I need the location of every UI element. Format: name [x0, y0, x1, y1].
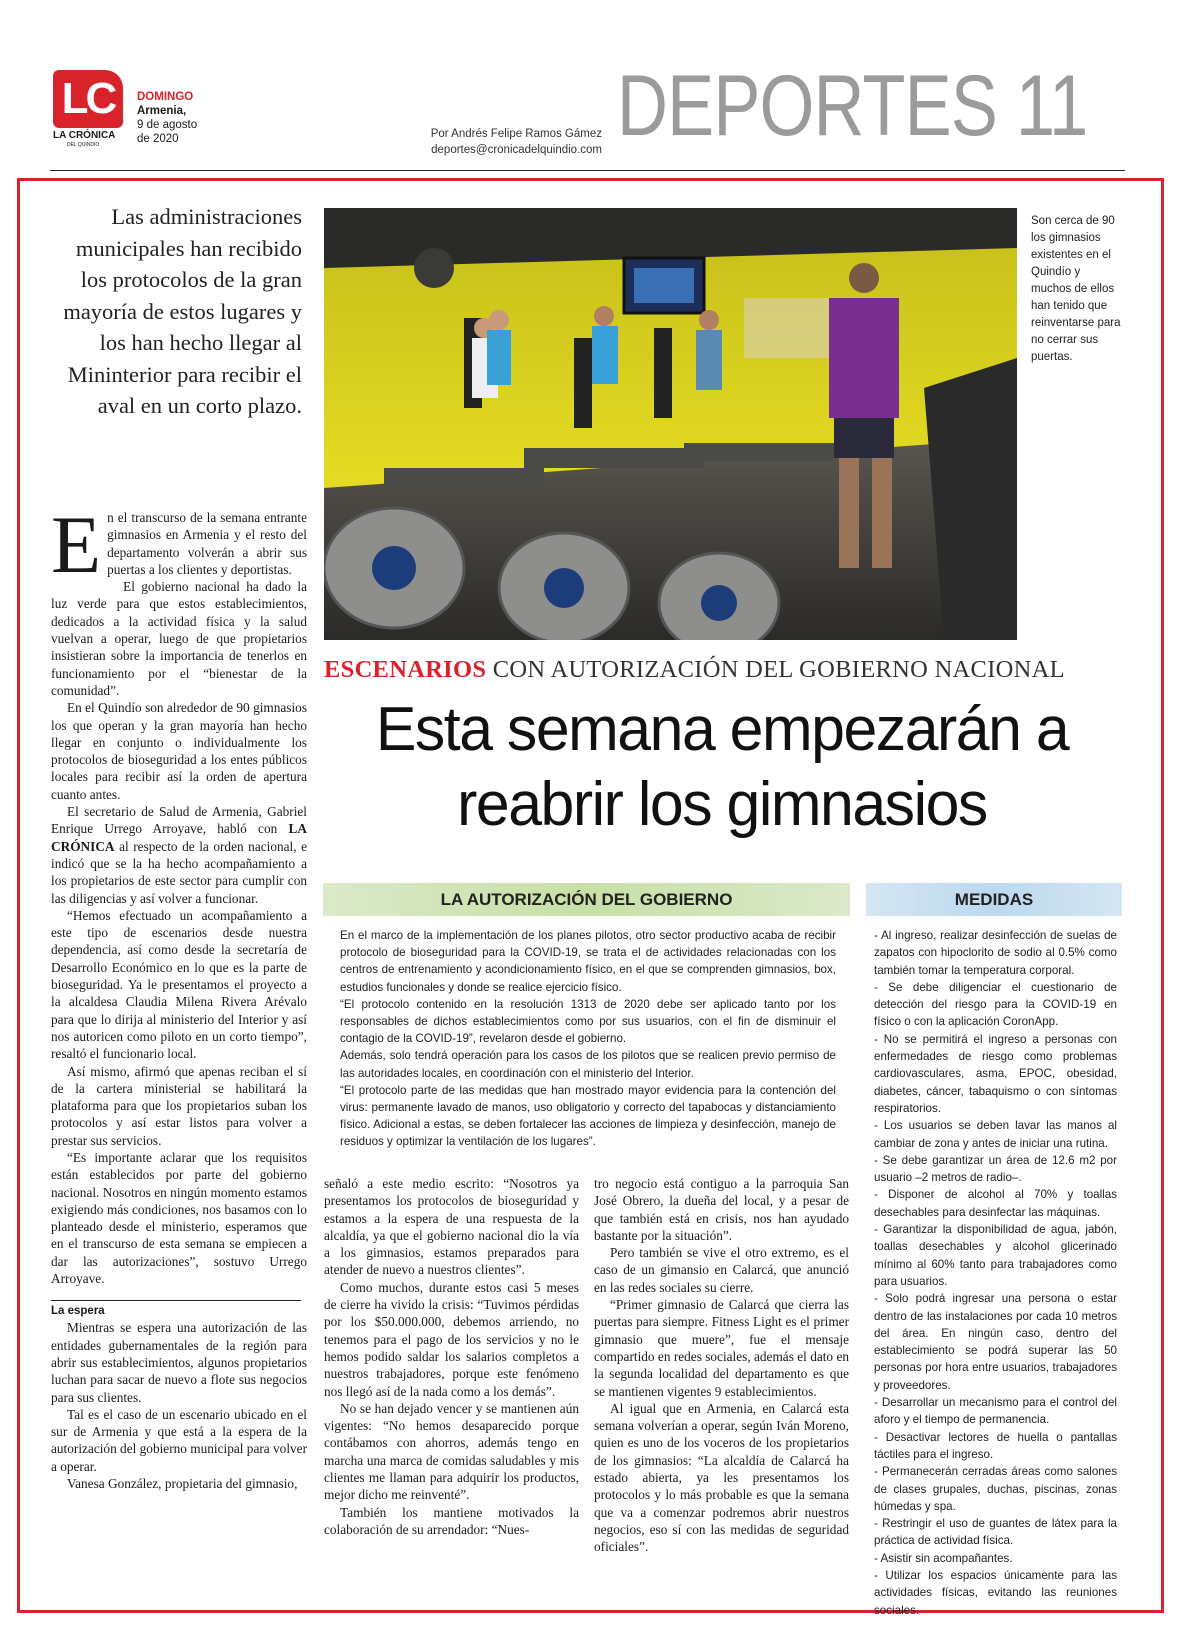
measures-box [874, 927, 1117, 1619]
weekday: DOMINGO [137, 91, 194, 103]
authorization-paragraph: “El protocolo parte de las medidas que han mostrado mayor evidencia para la contención del virus: permanente lavado de manos, uso obligatorio y correcto del tapabocas y distanciamiento físico. Adicional a estas, se deben fortalecer las acciones de limpieza y desinfección, manejo de residuos y optimizar la ventilación de los lugares”. [340, 1083, 836, 1149]
masthead-divider [50, 170, 1125, 171]
body-paragraph: Al igual que en Armenia, en Calarcá esta semana volverían a operar, según Iván Moreno, quien es uno de los voceros de los propietarios de los gimnasios: “La alcaldía de Calarcá ha estado abierta, ya les presentamos los protocolos y lo más probable es que la semana que va a comenzar podremos abrir nuestros negocios, eso sí con las medidas de seguridad oficiales”. [594, 1400, 849, 1555]
body-column-left [51, 499, 307, 1492]
measure-item: - Se debe garantizar un área de 12.6 m2 por usuario –2 metros de radio–. [874, 1153, 1117, 1185]
body-paragraph: En el Quindío son alrededor de 90 gimnasios los que operan y la gran mayoría han hecho llegar en conjunto o individualmente los protocolos de bioseguridad a los entes públicos locales para recibir así la orden de apertura cuanto antes. [51, 700, 307, 802]
body-paragraph: “Hemos efectuado un acompañamiento a este tipo de escenarios desde nuestra dependencia, así como desde la secretaría de Desarrollo Económico en lo que es la parte de bioseguridad. Ya le presentamos el proyecto a la alcaldesa Claudia Milena Rivera Arévalo para que lo dirija al ministerio del Interior y así nos autoricen como piloto en un corto tiempo”, resaltó el funcionario local. [51, 907, 307, 1062]
date-block [137, 90, 197, 146]
body-paragraph: “Es importante aclarar que los requisitos están establecidos por parte del gobierno nacional. Nosotros en ningún momento estamos exigiendo más condiciones, nos basamos con lo planteado desde el ministerio, esperamos que en el transcurso de esta semana se empiecen a dar las autorizaciones”, sostuvo Urrego Arroyave. [51, 1149, 307, 1287]
headline-line-2: reabrir los gimnasios [457, 770, 987, 839]
body-paragraph: También los mantiene motivados la colaboración de su arrendador: “Nues- [324, 1504, 579, 1537]
authorization-box [340, 927, 836, 1151]
body-paragraph: Así mismo, afirmó que apenas reciban el sí de la cartera ministerial se habilitará la plataforma para que los propietarios suban los protocolos y así estar listos para volver a prestar sus servicios. [51, 1063, 307, 1148]
body-paragraph: No se han dejado vencer y se mantienen aún vigentes: “No hemos desaparecido porque contábamos con ahorros, además tengo en marcha una marca de comidas saludables y mis clientes me llaman para adquirir los productos, mejor dicho me reinventé”. [324, 1400, 579, 1503]
gym-photo-illustration [324, 208, 1017, 640]
gym-photo [324, 208, 1017, 640]
kicker-rest: CON AUTORIZACIÓN DEL GOBIERNO NACIONAL [492, 656, 1065, 683]
date-line-2: de 2020 [137, 133, 179, 145]
headline-line-1: Esta semana empezarán a [375, 695, 1069, 764]
authorization-paragraph: Además, solo tendrá operación para los casos de los pilotos que se realicen previo permiso de las autoridades locales, en coordinación con el ministerio del Interior. [340, 1049, 836, 1080]
measure-item: - Se debe diligenciar el cuestionario de detección del riesgo para la COVID-19 en físico o con la aplicación CoronApp. [874, 980, 1117, 1029]
authorization-paragraph: “El protocolo contenido en la resolución 1313 de 2020 debe ser aplicado tanto por los responsables de dichos establecimientos como por sus usuarios, con el fin de disminuir el contagio de la COVID-19”, revelaron desde el gobierno. [340, 997, 836, 1046]
body-paragraph: Tal es el caso de un escenario ubicado en el sur de Armenia y que está a la espera de la autorización del gobierno municipal para volver a operar. [51, 1406, 307, 1474]
body-paragraph: tro negocio está contiguo a la parroquia San José Obrero, la dueña del local, y a pesar de que también está en crisis, nos han ayudado bastante por la situación”. [594, 1176, 849, 1243]
kicker [324, 656, 1065, 684]
photo-caption: Son cerca de 90 los gimnasios existentes en el Quindío y muchos de ellos han tenido que reinventarse para no cerrar sus puertas. [1031, 215, 1121, 363]
measure-item: - Solo podrá ingresar una persona o estar dentro de las instalaciones por cada 10 metros del área. En ningún caso, dentro del establecimiento se podrá superar las 50 personas por hora entre usuarios, trabajadores y proveedores. [874, 1292, 1117, 1392]
logo-mark: LC [53, 70, 123, 128]
drop-cap: E [51, 499, 102, 590]
measure-item: - Desarrollar un mecanismo para el control del aforo y el tiempo de permanencia. [874, 1396, 1117, 1427]
body-paragraph: señaló a este medio escrito: “Nosotros ya presentamos los protocolos de bioseguridad y estamos a la espera de una respuesta de la alcaldía, ya que el gobierno nacional dio la vía a los gimnasios, estamos preparados para atender de nuevo a nuestros clientes”. [324, 1176, 579, 1278]
measures-box-title: MEDIDAS [866, 883, 1122, 916]
measure-item: - No se permitirá el ingreso a personas con enfermedades de riesgo como problemas cardiovasculares, asma, EPOC, obesidad, diabetes, cáncer, tabaquismo o con síntomas respiratorios. [874, 1032, 1117, 1115]
logo-name: LA CRÓNICA [53, 130, 116, 141]
body-paragraph: El gobierno nacional ha dado la luz verde para que estos establecimientos, dedicados a la actividad física y la salud vuelvan a operar, luego de que propietarios insistieran sobre la importancia de tenerlos en funcionamiento por el “bienestar de la comunidad”. [51, 579, 307, 698]
byline [431, 126, 602, 158]
newspaper-logo [53, 70, 125, 148]
body-paragraph: El secretario de Salud de Armenia, Gabriel Enrique Urrego Arroyave, habló con LA CRÓNICA al respecto de la orden nacional, e indicó que se la ha hecho acompañamiento a los propietarios de este sector para cumplir con las diligencias y así volver a funcionar. [51, 804, 307, 906]
authorization-box-title: LA AUTORIZACIÓN DEL GOBIERNO [323, 883, 850, 916]
measure-item: - Restringir el uso de guantes de látex para la práctica de actividad física. [874, 1517, 1117, 1548]
logo-subtitle: DEL QUINDÍO [67, 142, 100, 148]
body-paragraph: “Primer gimnasio de Calarcá que cierra las puertas para siempre. Fitness Light es el primer gimnasio que muere”, fue el mensaje compartido en redes sociales, además el dato en la segunda localidad del departamento es que se mantienen vigentes 9 establecimientos. [594, 1297, 849, 1399]
measure-item: - Permanecerán cerradas áreas como salones de clases grupales, duchas, piscinas, zonas húmedas y spa. [874, 1465, 1117, 1513]
kicker-strong: ESCENARIOS [324, 656, 487, 683]
measure-item: - Desactivar lectores de huella o pantallas táctiles para el ingreso. [874, 1430, 1117, 1461]
date-line-1: 9 de agosto [137, 119, 198, 131]
body-paragraph: Mientras se espera una autorización de las entidades gubernamentales de la región para abrir sus establecimientos, algunos propietarios luchan para sacar de nuevo a flote sus negocios para sus clientes. [51, 1320, 307, 1405]
authorization-paragraph: En el marco de la implementación de los planes pilotos, otro sector productivo acaba de recibir protocolo de bioseguridad para la COVID-19, se trata el de actividades relacionadas con los centros de entrenamiento y acondicionamiento físico, en el que se comprenden gimnasios, box, estudios funcionales y donde se realice ejercicio físico. [340, 929, 836, 994]
body-column-middle-2 [594, 1175, 849, 1556]
city: Armenia, [137, 105, 187, 117]
section-title: DEPORTES 11 [617, 58, 1088, 154]
measure-item: - Los usuarios se deben lavar las manos al cambiar de zona y antes de iniciar una rutina. [874, 1119, 1117, 1150]
body-paragraph: Como muchos, durante estos casi 5 meses de cierre ha vivido la crisis: “Tuvimos pérdidas por los $50.000.000, debemos arriendo, no tenemos para el pago de los servicios y no le hemos podido saldar los salarios completos a nuestros trabajadores, porque este fenómeno nos llegó así de la nada como a los demás”. [324, 1279, 579, 1399]
newspaper-name-mention: LA CRÓNICA [51, 821, 307, 854]
measure-item: - Asistir sin acompañantes. [874, 1551, 1013, 1565]
byline-email: deportes@cronicadelquindio.com [431, 144, 602, 156]
measure-item: - Garantizar la disponibilidad de agua, jabón, toallas desechables y alcohol glicerinado mínimo al 60% tanto para trabajadores como para usuarios. [874, 1223, 1117, 1288]
body-paragraph: Vanesa González, propietaria del gimnasio, [67, 1476, 298, 1492]
headline [330, 692, 1114, 842]
body-paragraph: Pero también se vive el otro extremo, es el caso de un gimansio en Calarcá, que anunció en las redes sociales su cierre. [594, 1245, 849, 1295]
measure-item: - Utilizar los espacios únicamente para las actividades físicas, evitando las reuniones sociales. [874, 1568, 1117, 1617]
measure-item: - Disponer de alcohol al 70% y toallas desechables para desinfectar las máquinas. [874, 1188, 1117, 1219]
measure-item: - Al ingreso, realizar desinfección de suelas de zapatos con hipoclorito de sodio al 0.5% como también tomar la temperatura corporal. [874, 929, 1117, 977]
byline-author: Por Andrés Felipe Ramos Gámez [430, 128, 602, 140]
subhead-la-espera: La espera [51, 1300, 301, 1319]
body-paragraph: En el transcurso de la semana entrante gimnasios en Armenia y el resto del departamento volverán a abrir sus puertas a los clientes y deportistas. [51, 499, 307, 590]
body-column-middle-1 [324, 1175, 579, 1538]
pull-quote: Las administraciones municipales han recibido los protocolos de la gran mayoría de estos lugares y los han hecho llegar al Mininterior para recibir el aval en un corto plazo. [63, 204, 302, 418]
